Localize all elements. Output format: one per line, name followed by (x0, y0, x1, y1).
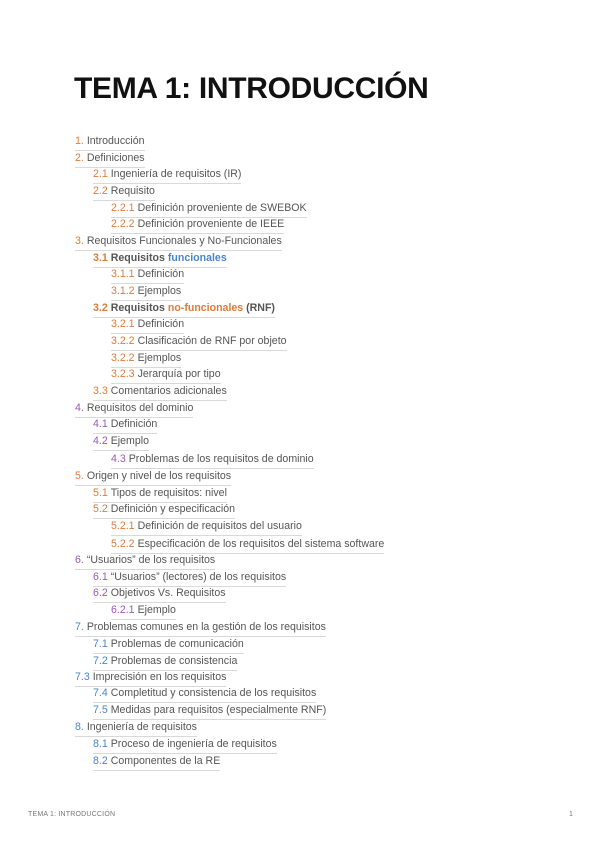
toc-item-7-3[interactable]: 7.3 Imprecisión en los requisitos (75, 670, 226, 687)
toc-item-4-1[interactable]: 4.1 Definición (93, 417, 157, 434)
toc-item-3-1-2[interactable]: 3.1.2 Ejemplos (111, 284, 181, 301)
toc-item-5-1[interactable]: 5.1 Tipos de requisitos: nivel (93, 486, 227, 503)
toc-item-2-2-1[interactable]: 2.2.1 Definición proveniente de SWEBOK (111, 201, 307, 218)
toc-item-6[interactable]: 6. “Usuarios” de los requisitos (75, 553, 215, 570)
toc-item-6-2[interactable]: 6.2 Objetivos Vs. Requisitos (93, 586, 226, 603)
toc-item-7-5[interactable]: 7.5 Medidas para requisitos (especialmente RNF) (93, 703, 326, 720)
toc-item-6-2-1[interactable]: 6.2.1 Ejemplo (111, 603, 176, 620)
page-title: TEMA 1: INTRODUCCIÓN (74, 72, 429, 105)
toc-item-2-2[interactable]: 2.2 Requisito (93, 184, 155, 201)
toc-item-7-1[interactable]: 7.1 Problemas de comunicación (93, 637, 244, 654)
toc-item-3[interactable]: 3. Requisitos Funcionales y No-Funcionales (75, 234, 282, 251)
toc-item-3-3[interactable]: 3.3 Comentarios adicionales (93, 384, 227, 401)
toc-item-3-1-1[interactable]: 3.1.1 Definición (111, 267, 184, 284)
toc-item-2-1[interactable]: 2.1 Ingeniería de requisitos (IR) (93, 167, 241, 184)
toc-item-3-1[interactable]: 3.1 Requisitos funcionales (93, 251, 227, 268)
toc-item-2[interactable]: 2. Definiciones (75, 151, 145, 168)
toc-item-2-2-2[interactable]: 2.2.2 Definición proveniente de IEEE (111, 217, 284, 234)
toc-item-6-1[interactable]: 6.1 “Usuarios” (lectores) de los requisitos (93, 570, 286, 587)
toc-item-3-2-1[interactable]: 3.2.1 Definición (111, 317, 184, 334)
highlight-funcionales: funcionales (167, 252, 227, 264)
toc-item-3-2-3[interactable]: 3.2.3 Jerarquía por tipo (111, 367, 221, 384)
toc-item-3-2-2-a[interactable]: 3.2.2 Clasificación de RNF por objeto (111, 334, 287, 351)
toc-item-5-2-1[interactable]: 5.2.1 Definición de requisitos del usuario (111, 519, 302, 536)
toc-item-5[interactable]: 5. Origen y nivel de los requisitos (75, 469, 231, 486)
toc-item-5-2[interactable]: 5.2 Definición y especificación (93, 502, 235, 519)
toc-item-8[interactable]: 8. Ingeniería de requisitos (75, 720, 197, 737)
toc-item-5-2-2[interactable]: 5.2.2 Especificación de los requisitos del sistema software (111, 537, 384, 554)
toc-item-4-2[interactable]: 4.2 Ejemplo (93, 434, 149, 451)
toc-item-8-1[interactable]: 8.1 Proceso de ingeniería de requisitos (93, 737, 277, 754)
toc-item-3-2[interactable]: 3.2 Requisitos no-funcionales (RNF) (93, 301, 275, 318)
toc-item-7-2[interactable]: 7.2 Problemas de consistencia (93, 654, 237, 671)
toc-item-1[interactable]: 1. Introducción (75, 134, 145, 151)
toc-item-4-3[interactable]: 4.3 Problemas de los requisitos de dominio (111, 452, 314, 469)
toc-item-7-4[interactable]: 7.4 Completitud y consistencia de los requisitos (93, 686, 316, 703)
toc-item-7[interactable]: 7. Problemas comunes en la gestión de los requisitos (75, 620, 326, 637)
footer-title: TEMA 1: INTRODUCCIÓN (28, 811, 116, 818)
toc-item-3-2-2-b[interactable]: 3.2.2 Ejemplos (111, 351, 181, 368)
toc-item-8-2[interactable]: 8.2 Componentes de la RE (93, 754, 220, 771)
toc-item-4[interactable]: 4. Requisitos del dominio (75, 401, 193, 418)
page-number: 1 (569, 811, 573, 818)
highlight-no-funcionales: no-funcionales (167, 302, 244, 314)
